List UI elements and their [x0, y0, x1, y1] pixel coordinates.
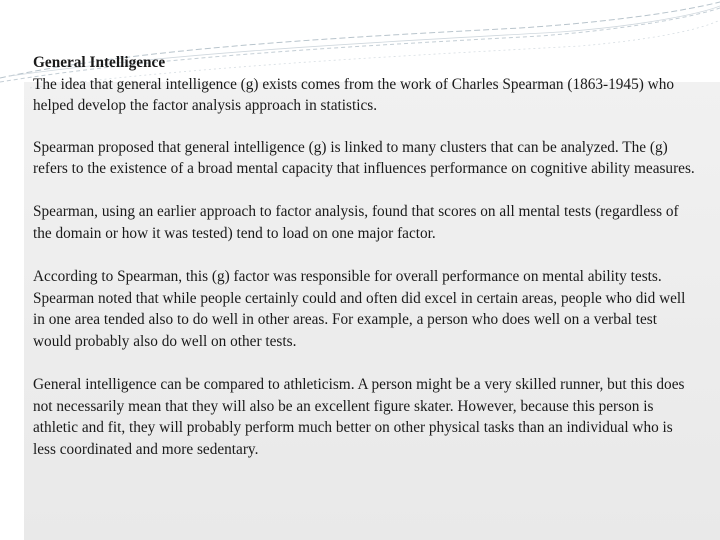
paragraph-origin-of-g: The idea that general intelligence (g) exists comes from the work of Charles Spearman (1863-1945) who helped develop the factor analysis approach in statistics.	[33, 75, 674, 115]
slide-text-content	[33, 52, 695, 482]
paragraph-g-factor-performance: According to Spearman, this (g) factor was responsible for overall performance on mental ability tests. Spearman noted that while people certainly could and often did excel in certain areas, people who did well in one area tended also to do well in other areas. For example, a person who does well on a verbal test would probably also do well on other tests.	[33, 268, 686, 350]
paragraph-athleticism-analogy: General intelligence can be compared to athleticism. A person might be a very skilled runner, but this does not necessarily mean that they will also be an excellent figure skater. However, because this person is athletic and fit, they will probably perform much better on other physical tasks than an individual who is less coordinated and more sedentary.	[33, 376, 685, 458]
slide-heading: General Intelligence	[33, 54, 166, 71]
paragraph-factor-analysis: Spearman, using an earlier approach to factor analysis, found that scores on all mental tests (regardless of the domain or how it was tested) tend to load on one major factor.	[33, 203, 679, 243]
paragraph-spearman-proposal: Spearman proposed that general intelligence (g) is linked to many clusters that can be analyzed. The (g) refers to the existence of a broad mental capacity that influences performance on cognitive ability measures.	[33, 138, 695, 178]
